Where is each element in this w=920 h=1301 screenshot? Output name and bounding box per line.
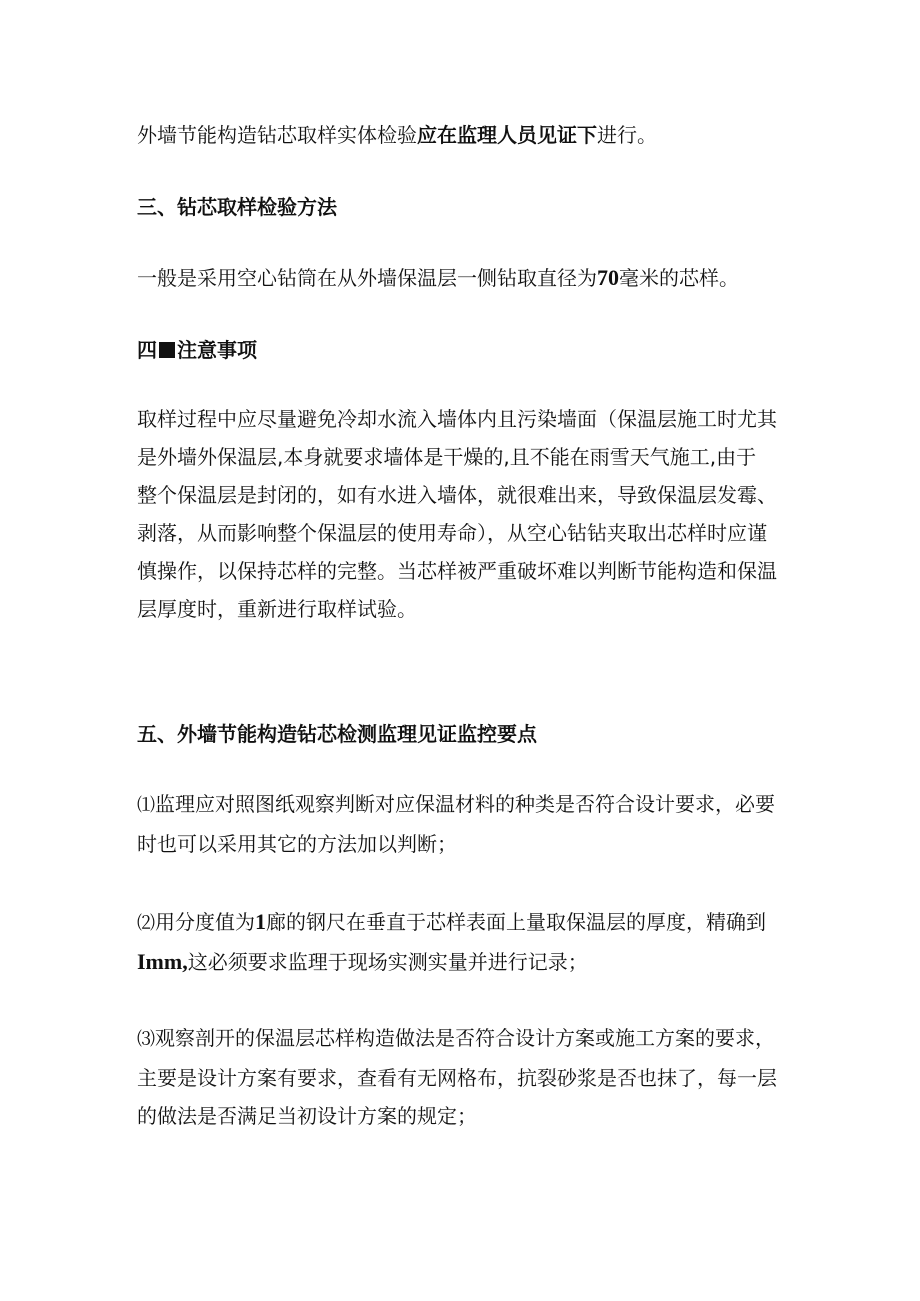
precautions-line: 整个保温层是封闭的，如有水进入墙体，就很难出来，导致保温层发霉、 [137,483,777,507]
precautions-line: 取样过程中应尽量避免冷却水流入墙体内且污染墙面（保温层施工时尤其 [137,407,777,431]
precision-value: Imm, [137,949,188,974]
list-item-1 [137,785,797,863]
item-2-marker: ⑵ [137,913,155,934]
item-3-marker: ⑶ [137,1029,155,1050]
intro-text-end: 进行。 [597,123,657,147]
paragraph-precautions [137,400,797,628]
method-text-end: 毫米的芯样。 [619,266,739,290]
item-1-line-1: 监理应对照图纸观察判断对应保温材料的种类是否符合设计要求，必要 [155,792,775,816]
intro-bold-text: 应在监理人员见证下 [417,123,597,147]
method-text: 一般是采用空心钻筒在从外墙保温层一侧钻取直径为 [137,266,597,290]
item-2-line-2: 这必须要求监理于现场实测实量并进行记录； [187,950,588,974]
scale-value: 1 [255,909,266,934]
black-square-glyph [159,342,175,358]
heading-4-number: 四 [137,338,157,362]
paragraph-intro [137,116,797,154]
heading-section-3: 三、钻芯取样检验方法 [137,195,337,219]
paragraph-method [137,259,797,297]
item-2-text: 用分度值为 [155,910,255,934]
item-1-line-2: 时也可以采用其它的方法加以判断； [137,832,457,856]
precautions-line: 慎操作，以保持芯样的完整。当芯样被严重破坏难以判断节能构造和保温 [137,559,777,583]
item-2-text-end: 廊的钢尺在垂直于芯样表面上量取保温层的厚度，精确到 [266,910,766,934]
item-3-line-2: 主要是设计方案有要求，查看有无网格布，抗裂砂浆是否也抹了，每一层 [137,1066,777,1090]
intro-text: 外墙节能构造钻芯取样实体检验 [137,123,417,147]
heading-section-5: 五、外墙节能构造钻芯检测监理见证监控要点 [137,722,537,746]
diameter-value: 70 [597,265,619,290]
precautions-line: 是外墙外保温层,本身就要求墙体是干燥的,且不能在雨雪天气施工,由于 [137,445,757,469]
item-1-marker: ⑴ [137,795,155,816]
list-item-2 [137,903,797,981]
precautions-line: 层厚度时，重新进行取样试验。 [137,597,417,621]
heading-section-4 [137,331,797,369]
item-3-line-3: 的做法是否满足当初设计方案的规定； [137,1104,477,1128]
item-3-line-1: 观察剖开的保温层芯样构造做法是否符合设计方案或施工方案的要求， [155,1026,775,1050]
list-item-3 [137,1019,797,1135]
precautions-line: 剥落，从而影响整个保温层的使用寿命），从空心钻钻夹取出芯样时应谨 [137,521,767,545]
heading-4-title: 注意事项 [177,338,257,362]
